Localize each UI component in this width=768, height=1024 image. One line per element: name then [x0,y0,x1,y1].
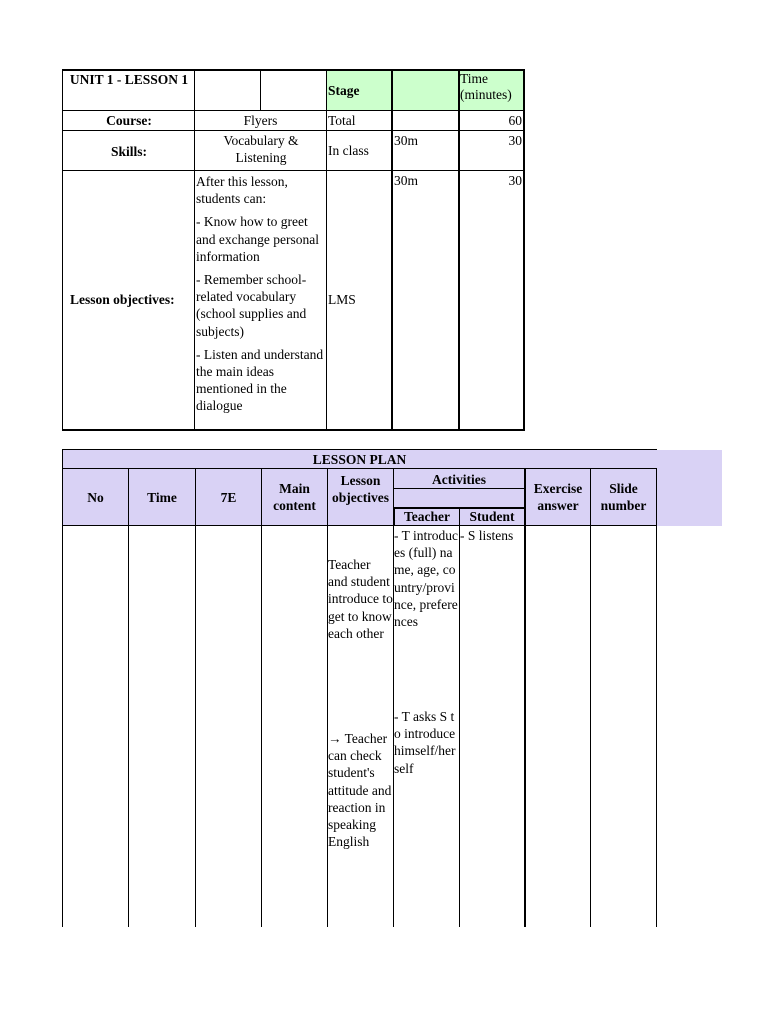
lms-duration: 30m [394,173,419,188]
inclass-minutes: 30 [508,133,522,148]
skills-value: Vocabulary & Listening [223,133,299,165]
header-main-content: Main content [273,481,316,513]
unit-title: UNIT 1 - LESSON 1 [69,72,189,87]
objective-item: After this lesson, students can: [196,174,288,207]
objective-item: - Listen and understand the main ideas mentioned in the dialogue [196,346,324,414]
lms-label: LMS [328,292,356,307]
objective-text-2: → Teacher can check student's attitude and reaction in speaking English [328,731,392,850]
header-7e: 7E [220,490,237,505]
header-time: Time [147,490,177,505]
lesson-plan-title: LESSON PLAN [312,452,407,467]
inclass-label: In class [328,143,369,158]
objective-item: - Remember school-related vocabulary (school supplies and subjects) [196,272,307,339]
objective-item: - Know how to greet and exchange personal information [196,214,319,264]
student-activity-1: - S listens [460,528,514,543]
stage-label: Stage [328,83,360,98]
header-lesson-objectives: Lesson objectives [332,473,389,505]
total-value: 60 [508,113,522,128]
header-teacher: Teacher [404,509,450,524]
inclass-duration: 30m [394,133,419,148]
skills-label: Skills: [110,144,148,159]
time-label: Time (minutes) [460,71,512,102]
header-student: Student [469,509,515,524]
total-label: Total [328,113,356,128]
header-exercise-answer: Exercise answer [533,481,583,513]
header-slide-number: Slide number [600,481,647,513]
teacher-activity-1: - T introduces (full) name, age, country/province, preferences [394,528,458,630]
header-no: No [87,490,104,505]
header-activities: Activities [432,472,486,487]
objectives-label: Lesson objectives: [70,292,175,307]
course-value: Flyers [243,113,278,128]
objective-text-1: Teacher and student introduce to get to know each other [328,557,393,641]
teacher-activity-2: - T asks S to introduce himself/herself [394,709,456,776]
course-label: Course: [106,113,152,128]
lms-minutes: 30 [508,173,522,188]
